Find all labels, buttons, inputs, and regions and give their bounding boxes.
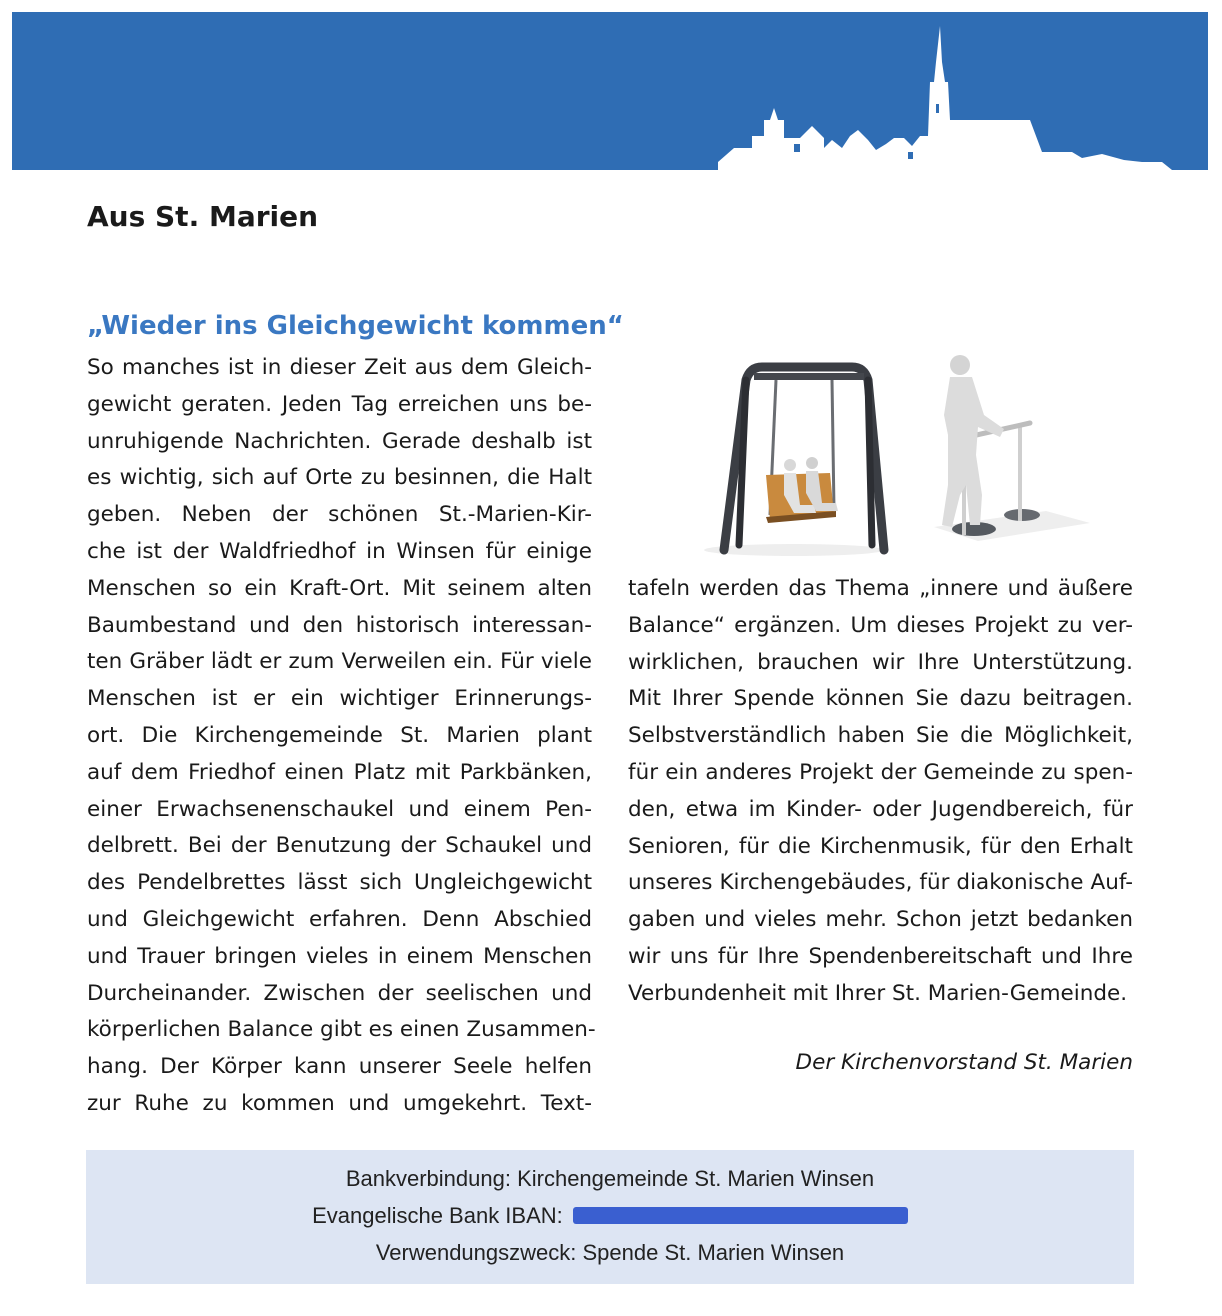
swing-and-balance-board-icon: [684, 345, 1096, 567]
bank-purpose: Verwendungszweck: Spende St. Marien Winsen: [375, 1240, 845, 1265]
text-line: Selbstverständlich haben Sie die Möglichkeit,: [628, 723, 1133, 749]
text-line: Balance“ ergänzen. Um dieses Projekt zu ver-: [628, 612, 1133, 638]
text-line: des Pendelbrettes lässt sich Ungleichgewicht: [87, 870, 592, 896]
text-line: ten Gräber lädt er zum Verweilen ein. Für viele: [87, 649, 592, 675]
signature: Der Kirchenvorstand St. Marien: [795, 1050, 1133, 1075]
iban-redaction: [573, 1207, 908, 1224]
article-column-right: [628, 571, 1133, 1013]
text-line: delbrett. Bei der Benutzung der Schaukel und: [87, 833, 592, 859]
text-line: gaben und vieles mehr. Schon jetzt bedanken: [628, 907, 1133, 933]
town-skyline-icon: [12, 12, 1208, 170]
text-line: che ist der Waldfriedhof in Winsen für einige: [87, 538, 592, 564]
text-line: und Gleichgewicht erfahren. Denn Abschied: [87, 906, 592, 932]
text-line: wirklichen, brauchen wir Ihre Unterstützung.: [628, 649, 1133, 675]
text-line: Verbundenheit mit Ihrer St. Marien-Gemeinde.: [628, 980, 1128, 1006]
text-line: tafeln werden das Thema „innere und äußere: [628, 576, 1133, 601]
text-line: Durcheinander. Zwischen der seelischen und: [87, 980, 592, 1006]
text-line: Menschen so ein Kraft-Ort. Mit seinem alten: [87, 575, 592, 601]
text-line: Senioren, für die Kirchenmusik, für den Erhalt: [628, 833, 1133, 859]
text-line: So manches ist in dieser Zeit aus dem Gleich-: [87, 355, 592, 380]
text-line: auf dem Friedhof einen Platz mit Parkbänken,: [87, 759, 592, 785]
text-line: unseres Kirchengebäudes, für diakonische Auf-: [628, 870, 1133, 896]
iban-label: Evangelische Bank IBAN:: [312, 1203, 563, 1228]
article-column-left: [87, 350, 596, 1123]
text-line: Mit Ihrer Spende können Sie dazu beitragen.: [628, 686, 1133, 712]
bank-connection: Bankverbindung: Kirchengemeinde St. Marien Winsen: [345, 1166, 875, 1191]
text-line: hang. Der Körper kann unserer Seele helfen: [87, 1054, 592, 1080]
section-title: Aus St. Marien: [87, 200, 319, 233]
text-line: gewicht geraten. Jeden Tag erreichen uns be-: [87, 391, 592, 417]
text-line: geben. Neben der schönen St.-Marien-Kir-: [87, 502, 592, 528]
text-line: Menschen ist er ein wichtiger Erinnerungs-: [87, 686, 592, 712]
text-line: ort. Die Kirchengemeinde St. Marien plant: [87, 722, 592, 748]
bank-details-box: [86, 1150, 1134, 1284]
text-line: den, etwa im Kinder- oder Jugendbereich, für: [628, 796, 1133, 822]
text-line: zur Ruhe zu kommen und umgekehrt. Text-: [87, 1090, 592, 1116]
text-line: Baumbestand und den historisch interessan-: [87, 612, 592, 638]
text-line: wir uns für Ihre Spendenbereitschaft und Ihre: [628, 943, 1133, 969]
bank-iban-line: [86, 1203, 1134, 1229]
text-line: einer Erwachsenenschaukel und einem Pen-: [87, 796, 592, 822]
header-banner: [12, 12, 1208, 170]
text-line: unruhigende Nachrichten. Gerade deshalb ist: [87, 428, 592, 454]
text-line: für ein anderes Projekt der Gemeinde zu spen-: [628, 759, 1133, 785]
text-line: körperlichen Balance gibt es einen Zusammen-: [87, 1017, 596, 1043]
text-line: es wichtig, sich auf Orte zu besinnen, die Halt: [87, 465, 592, 491]
text-line: und Trauer bringen vieles in einem Menschen: [87, 943, 592, 969]
swing-illustration: [684, 345, 1096, 567]
article-title: „Wieder ins Gleichgewicht kommen“: [87, 311, 624, 341]
